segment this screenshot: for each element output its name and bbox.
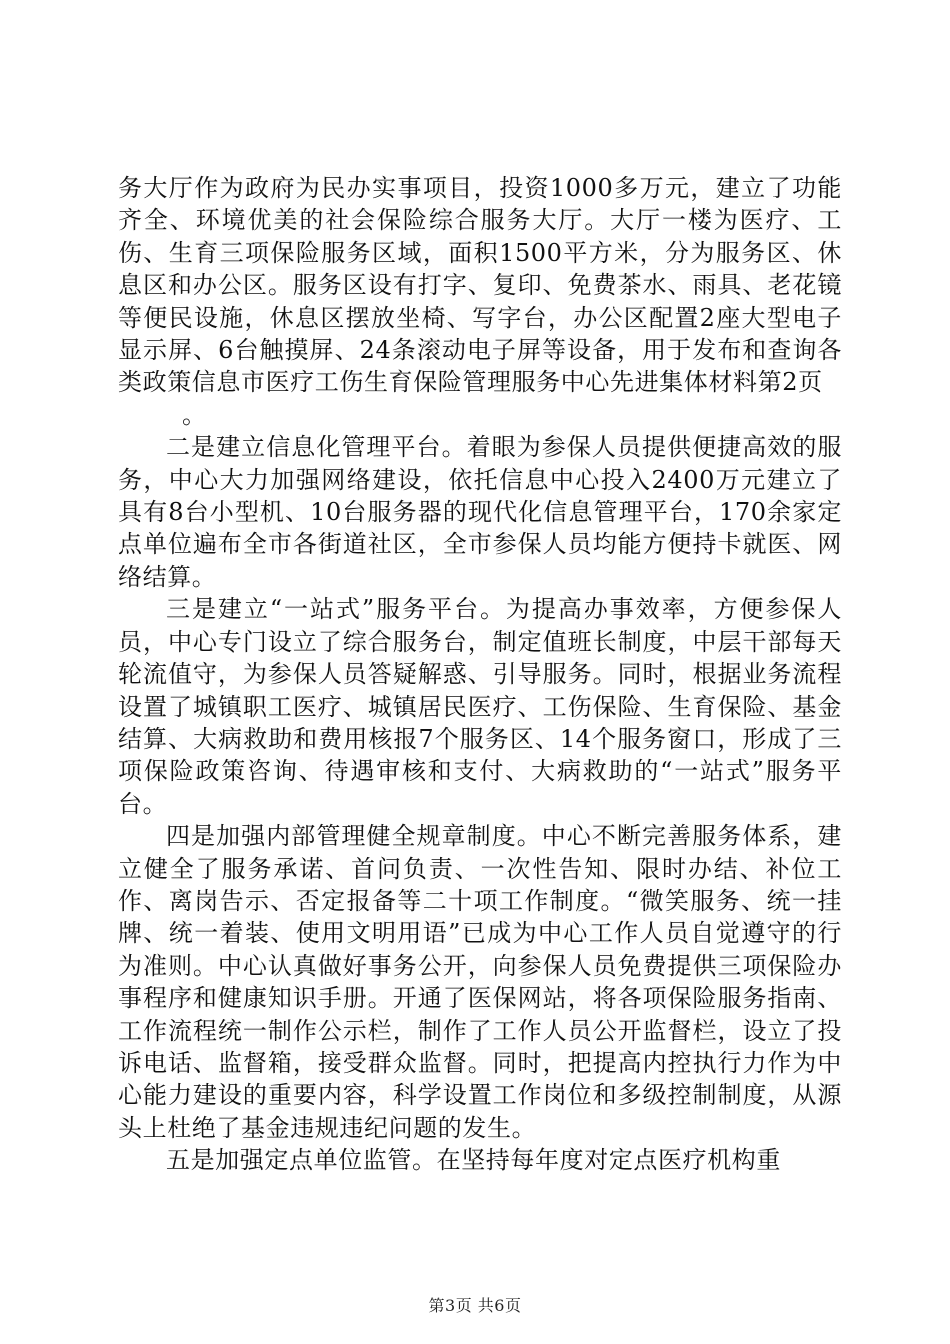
paragraph-info-platform: 二是建立信息化管理平台。着眼为参保人员提供便捷高效的服务，中心大力加强网络建设，依托信息中心投入2400万元建立了具有8台小型机、10台服务器的现代化信息管理平台，170余家定点单位遍布全市各街道社区，全市参保人员均能方便持卡就医、网络结算。 [118, 433, 842, 591]
paragraph-continuation: 务大厅作为政府为民办实事项目，投资1000多万元，建立了功能齐全、环境优美的社会保险综合服务大厅。大厅一楼为医疗、工伤、生育三项保险服务区域，面积1500平方米，分为服务区、休息区和办公区。服务区设有打字、复印、免费茶水、雨具、老花镜等便民设施，休息区摆放坐椅、写字台，办公区配置2座大型电子显示屏、6台触摸屏、24条滚动电子屏等设备，用于发布和查询各类政策信息市医疗工伤生育保险管理服务中心先进集体材料第2页 [118, 174, 842, 397]
paragraph-one-stop-service: 三是建立“一站式”服务平台。为提高办事效率，方便参保人员，中心专门设立了综合服务台，制定值班长制度，中层干部每天轮流值守，为参保人员答疑解惑、引导服务。同时，根据业务流程设置了城镇职工医疗、城镇居民医疗、工伤保险、生育保险、基金结算、大病救助和费用核报7个服务区、14个服务窗口，形成了三项保险政策咨询、待遇审核和支付、大病救助的“一站式”服务平台。 [118, 595, 842, 818]
page-footer [0, 1296, 950, 1316]
document-body [118, 172, 842, 1177]
paragraph-period: 。 [182, 400, 207, 429]
paragraph-internal-management: 四是加强内部管理健全规章制度。中心不断完善服务体系，建立健全了服务承诺、首问负责、一次性告知、限时办结、补位工作、离岗告示、否定报备等二十项工作制度。“微笑服务、统一挂牌、统一着装、使用文明用语”已成为中心工作人员自觉遵守的行为准则。中心认真做好事务公开，向参保人员免费提供三项保险办事程序和健康知识手册。开通了医保网站，将各项保险服务指南、工作流程统一制作公示栏，制作了工作人员公开监督栏，设立了投诉电话、监督箱，接受群众监督。同时，把提高内控执行力作为中心能力建设的重要内容，科学设置工作岗位和多级控制制度，从源头上杜绝了基金违规违纪问题的发生。 [118, 822, 842, 1142]
paragraph-supervision: 五是加强定点单位监管。在坚持每年度对定点医疗机构重 [166, 1146, 781, 1175]
page-number: 第3页 共6页 [428, 1296, 522, 1315]
